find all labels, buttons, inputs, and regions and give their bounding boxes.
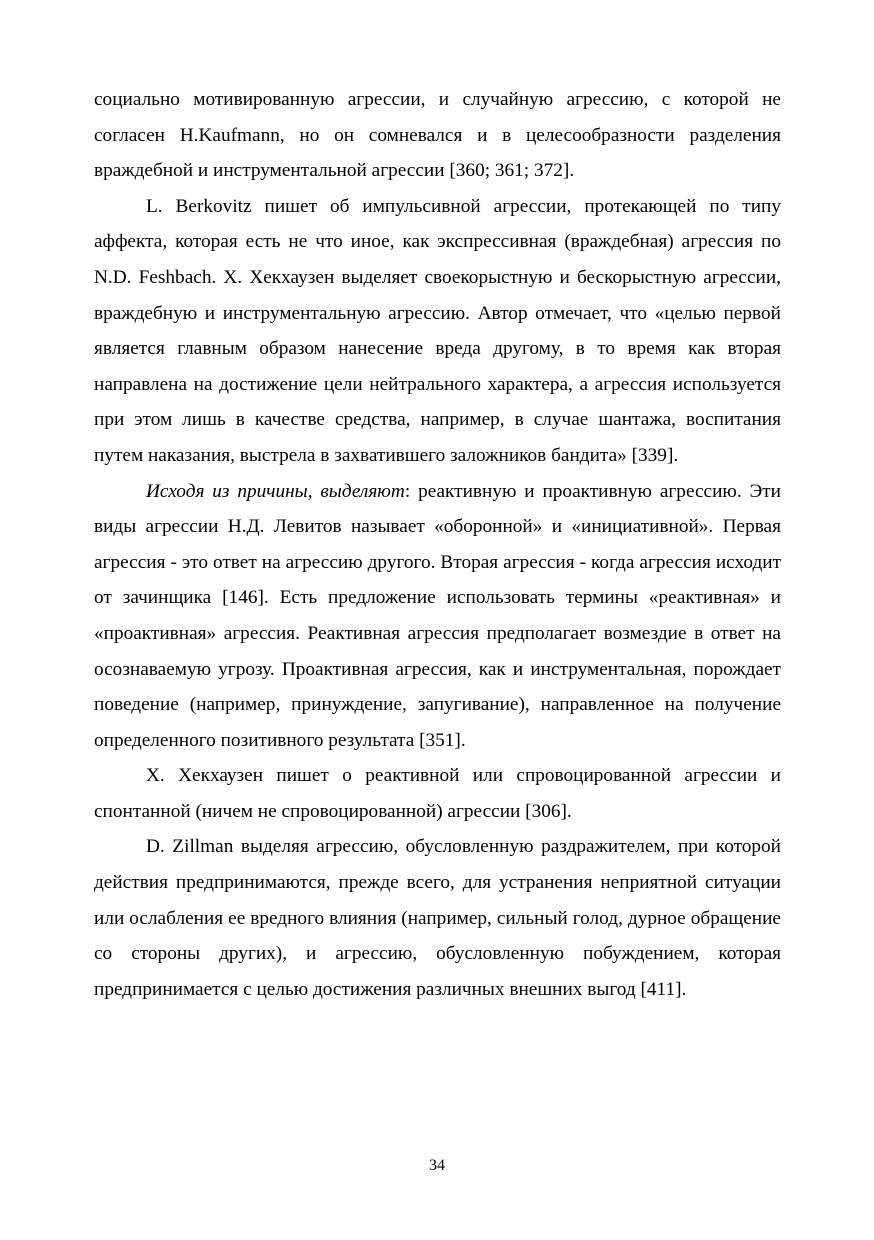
document-body: [94, 82, 781, 1007]
paragraph-text: D. Zillman выделяя агрессию, обусловленную раздражителем, при которой действия предпринимаются, прежде всего, для устранения неприятной ситуации или ослабления ее вредного влияния (например, сильный голод, дурное обращение со стороны других), и агрессию, обусловленную побуждением, которая предпринимается с целью достижения различных внешних выгод [411].: [94, 836, 781, 1000]
paragraph-text: : реактивную и проактивную агрессию. Эти виды агрессии Н.Д. Левитов называет «оборонной» и «инициативной». Первая агрессия - это ответ на агрессию другого. Вторая агрессия - когда агрессия исходит от зачинщика [146]. Есть предложение использовать термины «реактивная» и «проактивная» агрессия. Реактивная агрессия предполагает возмездие в ответ на осознаваемую угрозу. Проактивная агрессия, как и инструментальная, порождает поведение (например, принуждение, запугивание), направленное на получение определенного позитивного результата [351].: [94, 480, 782, 751]
paragraph-continuation: [94, 82, 781, 189]
paragraph-text: L. Berkovitz пишет об импульсивной агрессии, протекающей по типу аффекта, которая есть не что иное, как экспрессивная (враждебная) агрессия по N.D. Feshbach. X. Хекхаузен выделяет своекорыстную и бескорыстную агрессии, враждебную и инструментальную агрессию. Автор отмечает, что «целью первой является главным образом нанесение вреда другому, в то время как вторая направлена на достижение цели нейтрального характера, а агрессия используется при этом лишь в качестве средства, например, в случае шантажа, воспитания путем наказания, выстрела в захватившего заложников бандита» [339].: [94, 195, 781, 466]
page-number: 34: [429, 1157, 445, 1174]
paragraph-berkovitz: [94, 189, 781, 474]
italic-lead-phrase: Исходя из причины, выделяют: [146, 480, 405, 502]
paragraph-text: социально мотивированную агрессии, и случайную агрессию, с которой не согласен H.Kaufmann, но он сомневался и в целесообразности разделения враждебной и инструментальной агрессии [360; 361; 372].: [94, 89, 781, 182]
paragraph-zillman: [94, 829, 781, 1007]
paragraph-text: X. Хекхаузен пишет о реактивной или спровоцированной агрессии и спонтанной (ничем не спровоцированной) агрессии [306].: [94, 765, 781, 822]
paragraph-heckhausen: [94, 758, 781, 829]
paragraph-reactive-proactive: [94, 474, 781, 759]
